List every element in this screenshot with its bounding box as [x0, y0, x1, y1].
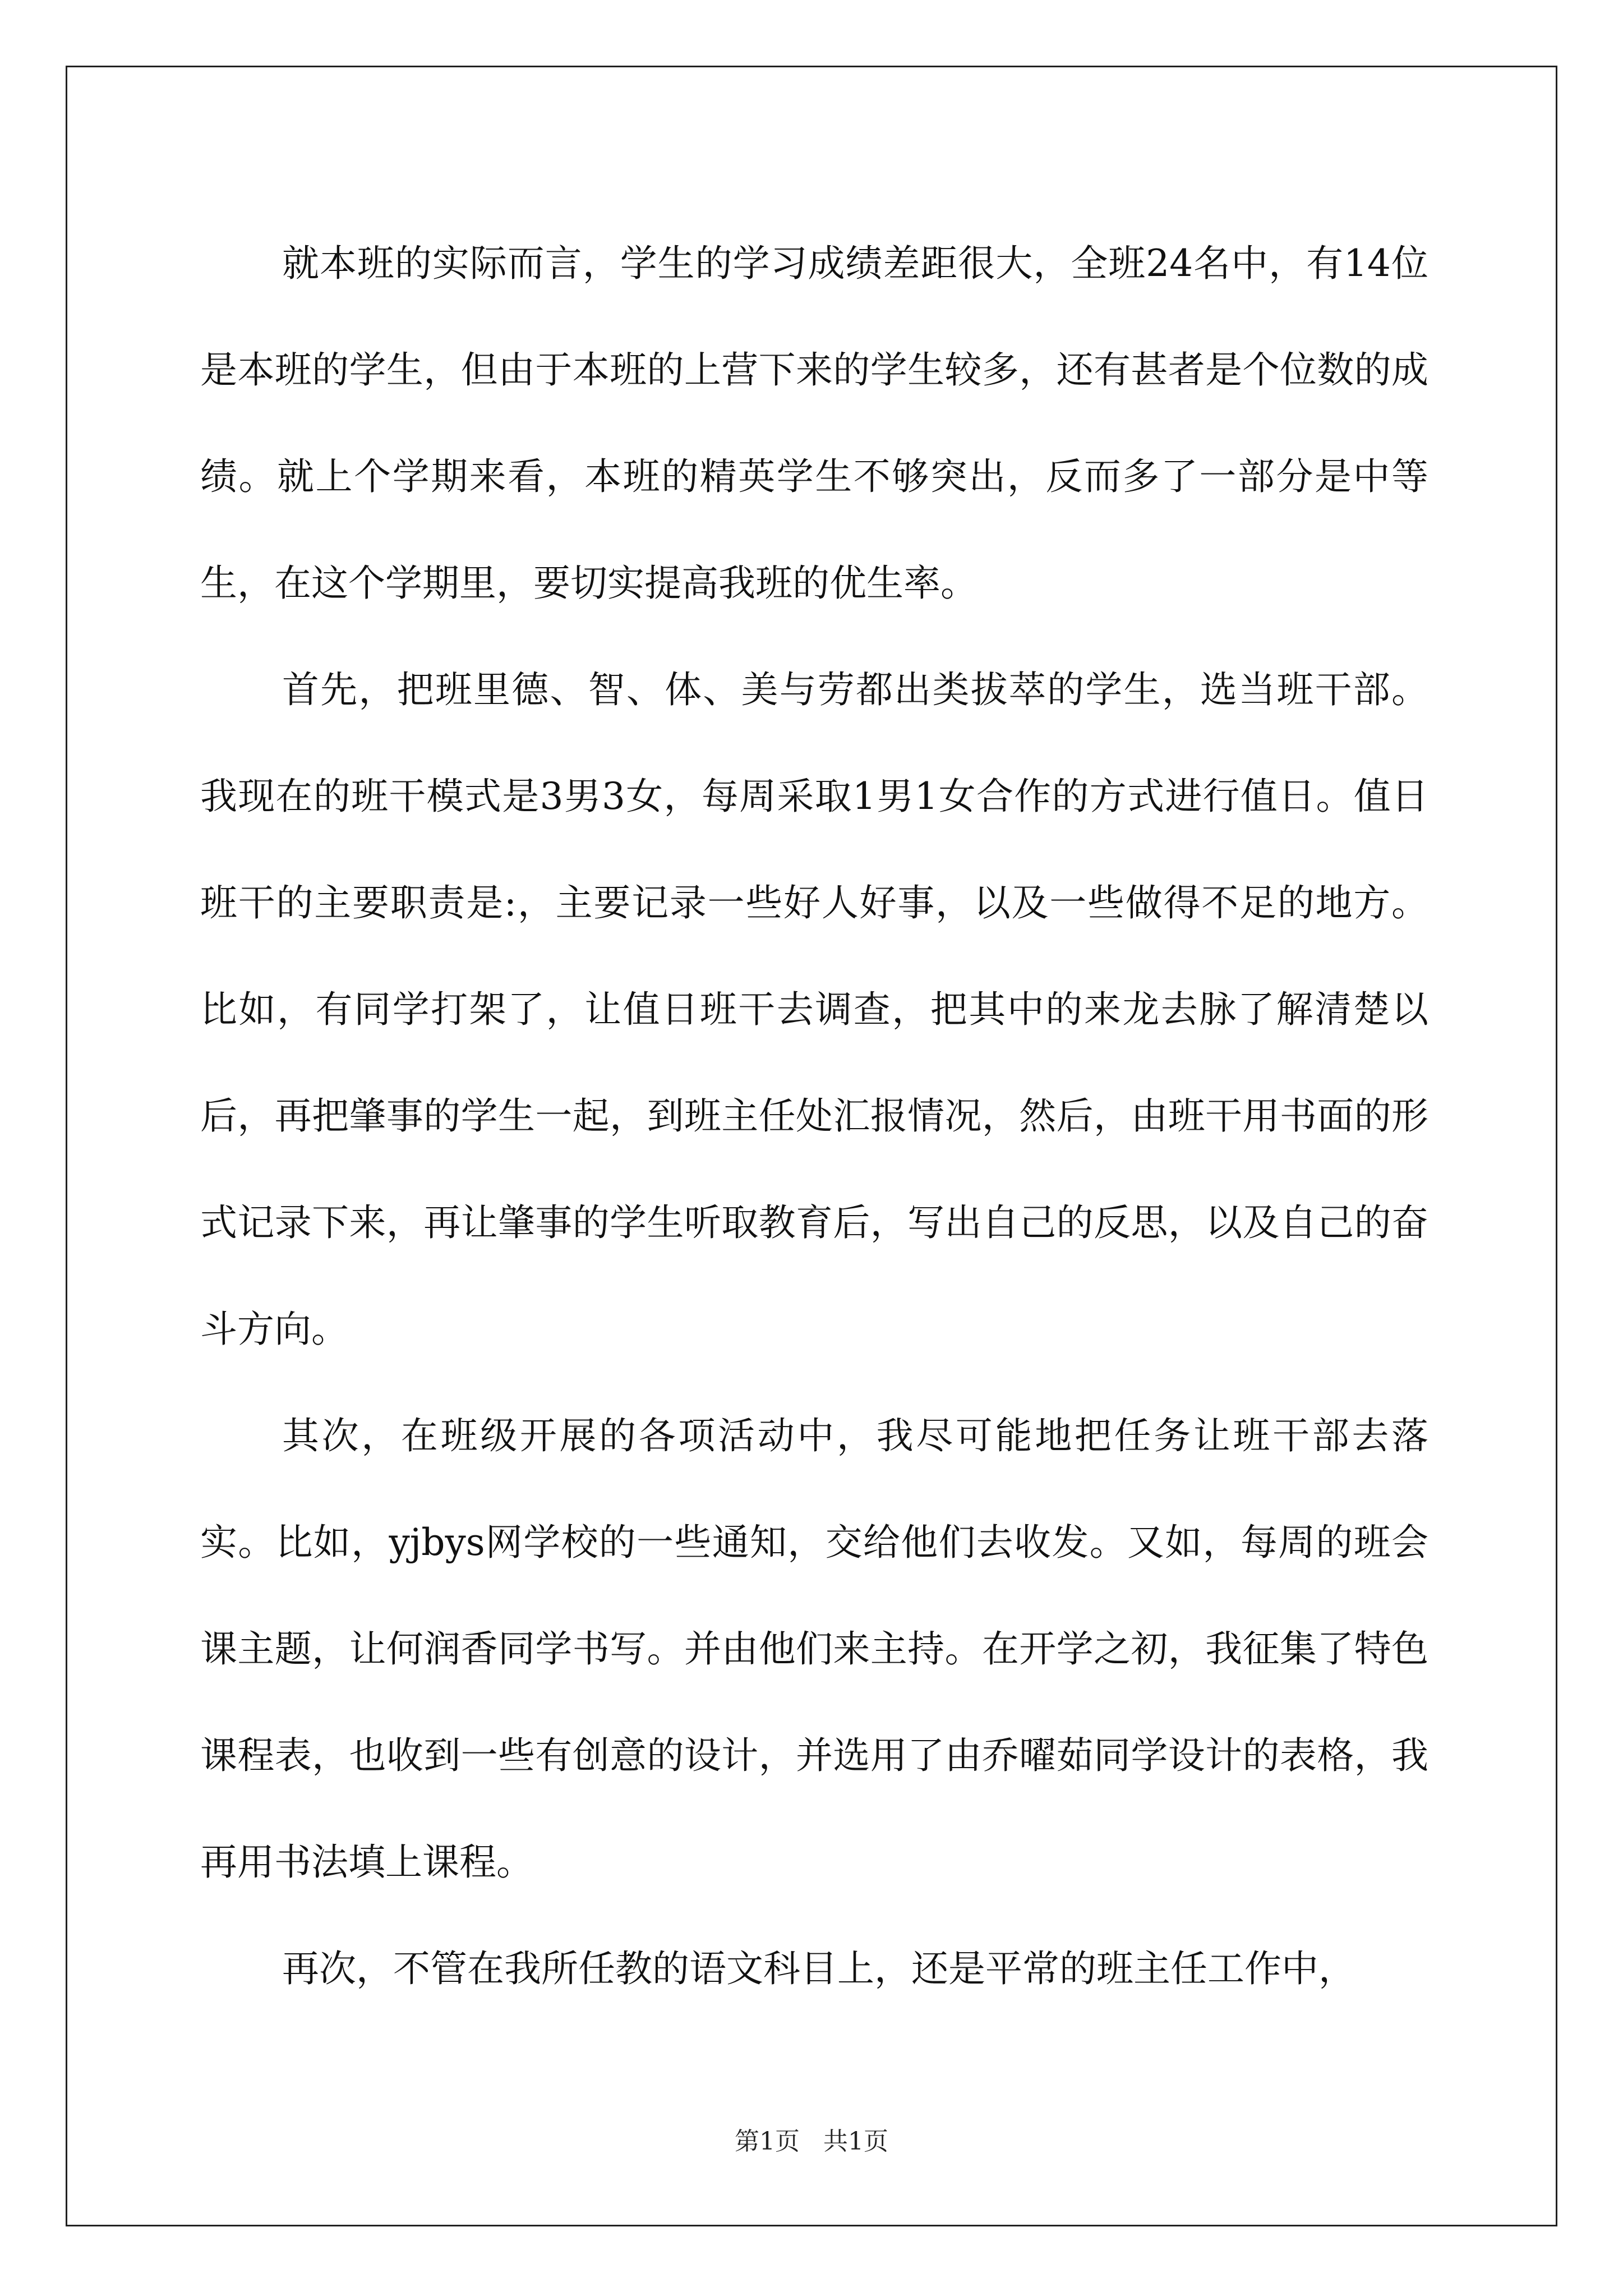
document-body	[200, 210, 1428, 2022]
current-page-number: 第1页	[735, 2127, 800, 2156]
total-page-count: 共1页	[823, 2127, 888, 2156]
paragraph-3: 其次，在班级开展的各项活动中，我尽可能地把任务让班干部去落实。比如，yjbys网学校的一些通知，交给他们去收发。又如，每周的班会课主题，让何润香同学书写。并由他们来主持。在开学之初，我征集了特色课程表，也收到一些有创意的设计，并选用了由乔曜茹同学设计的表格，我再用书法填上课程。	[200, 1414, 1428, 1884]
paragraph-4: 再次，不管在我所任教的语文科目上，还是平常的班主任工作中，	[282, 1947, 1355, 1990]
paragraph-2: 首先，把班里德、智、体、美与劳都出类拔萃的学生，选当班干部。我现在的班干模式是3男3女，每周采取1男1女合作的方式进行值日。值日班干的主要职责是:，主要记录一些好人好事，以及一些做得不足的地方。比如，有同学打架了，让值日班干去调查，把其中的来龙去脉了解清楚以后，再把肇事的学生一起，到班主任处汇报情况，然后，由班干用书面的形式记录下来，再让肇事的学生听取教育后，写出自己的反思，以及自己的奋斗方向。	[200, 668, 1428, 1351]
paragraph-1: 就本班的实际而言，学生的学习成绩差距很大，全班24名中，有14位是本班的学生，但由于本班的上营下来的学生较多，还有甚者是个位数的成绩。就上个学期来看，本班的精英学生不够突出，反而多了一部分是中等生，在这个学期里，要切实提高我班的优生率。	[200, 242, 1428, 605]
page-footer	[0, 2125, 1623, 2159]
